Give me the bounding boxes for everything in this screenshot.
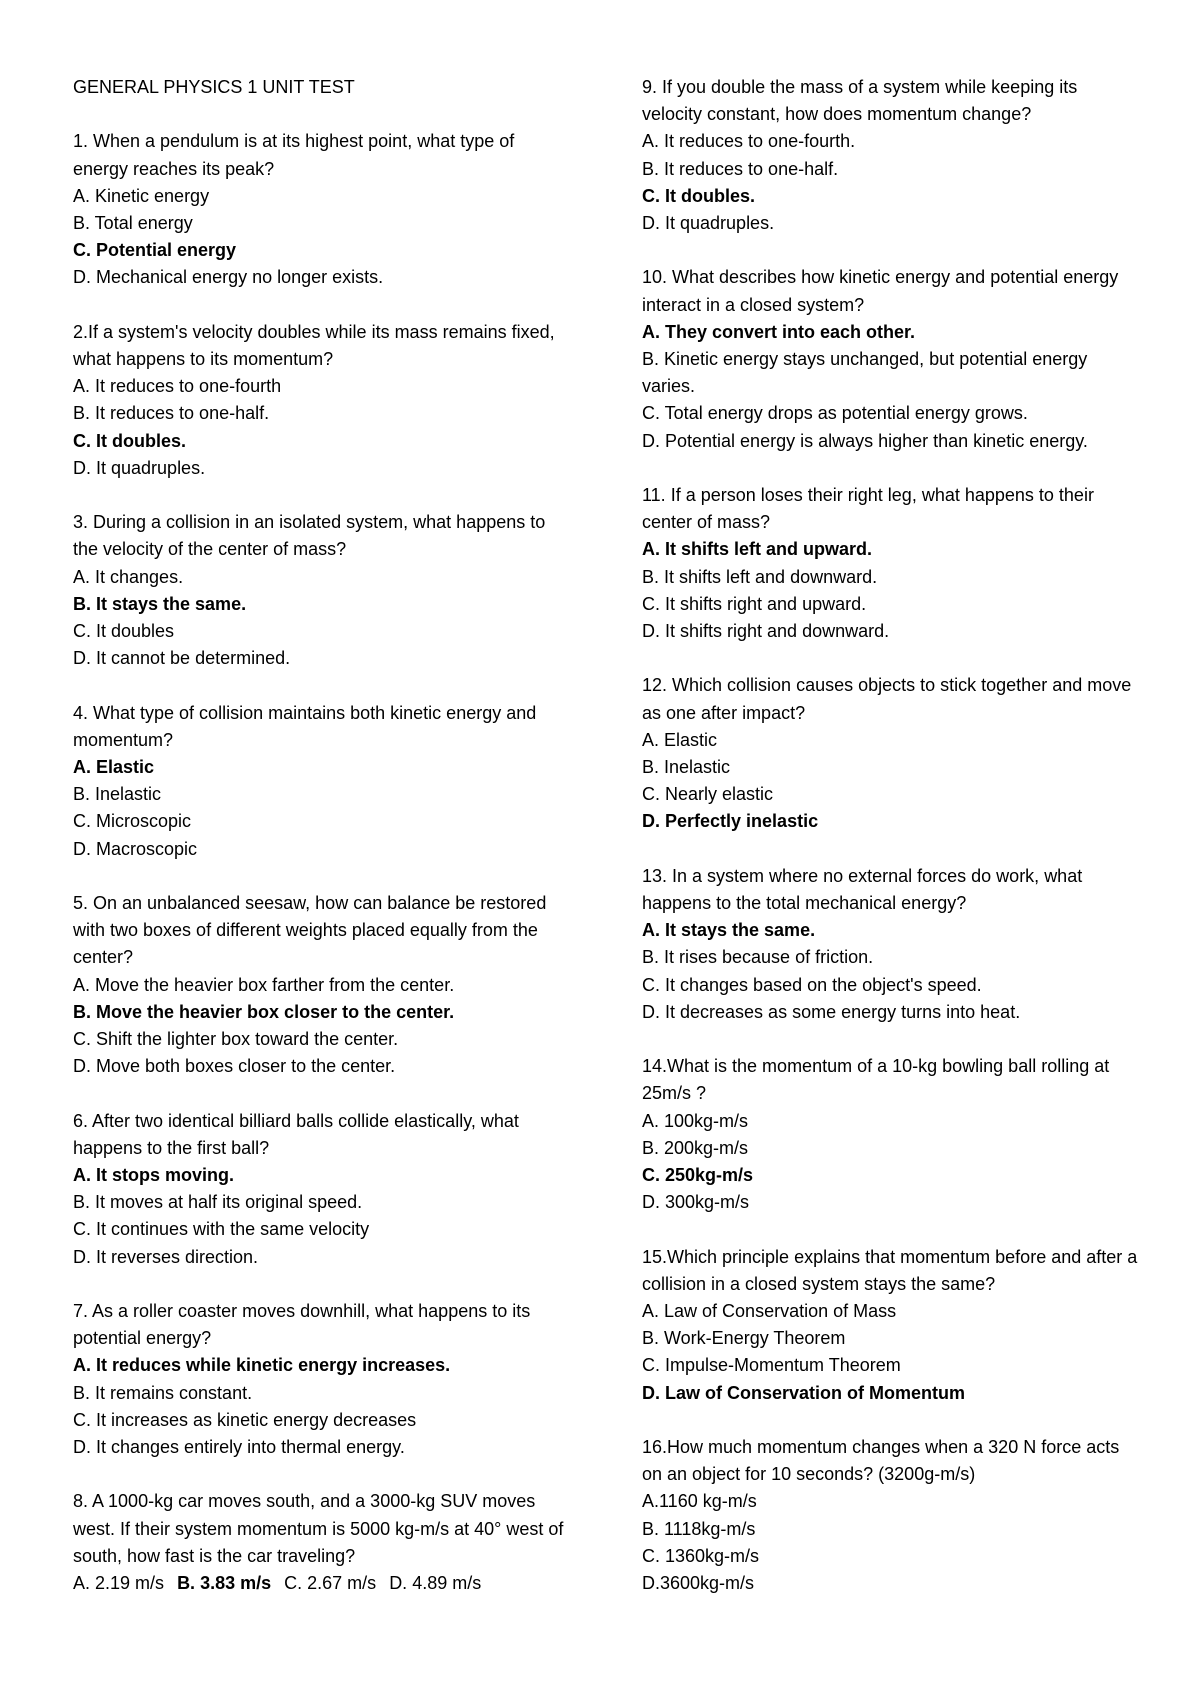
answer-option: C. It continues with the same velocity [73,1219,370,1240]
answer-option: B. It shifts left and downward. [642,566,878,587]
question-text: 3. During a collision in an isolated system, what happens to the velocity of the center of mass? [73,512,546,560]
question-text: 16.How much momentum changes when a 320 N force acts on an object for 10 seconds? (3200g-m/s) [642,1437,1120,1485]
answer-option-correct: D. Perfectly inelastic [642,811,819,832]
answer-option: A.1160 kg-m/s [642,1491,757,1512]
answer-option: B. It reduces to one-half. [73,403,270,424]
answer-option: D. It decreases as some energy turns into heat. [642,1001,1021,1022]
answer-option: A. Move the heavier box farther from the center. [73,974,455,995]
left-column [73,74,573,1624]
answer-option: B. It rises because of friction. [642,947,874,968]
answer-option: C. Total energy drops as potential energy grows. [642,403,1028,424]
right-column [642,74,1142,1624]
answer-option: D. 300kg-m/s [642,1192,750,1213]
question-block [642,1053,1142,1216]
question-block [642,74,1142,237]
question-text: 12. Which collision causes objects to stick together and move as one after impact? [642,675,1132,723]
answer-option: D. It shifts right and downward. [642,621,890,642]
answer-option: B. Kinetic energy stays unchanged, but potential energy varies. [642,349,1088,397]
page-title: GENERAL PHYSICS 1 UNIT TEST [73,77,355,97]
answer-option: D.3600kg-m/s [642,1573,755,1594]
left-question-list [73,128,573,1461]
question-text: 5. On an unbalanced seesaw, how can balance be restored with two boxes of different weights placed equally from the center? [73,893,547,968]
answer-option: D. It quadruples. [642,213,775,234]
answer-option: D. Potential energy is always higher than kinetic energy. [642,430,1088,451]
answer-option: A. Law of Conservation of Mass [642,1301,897,1322]
answer-option: A. Elastic [642,729,718,750]
answer-option-correct: A. It shifts left and upward. [642,539,873,560]
answer-option: A. It changes. [73,566,184,587]
question-8-option-c: C. 2.67 m/s [284,1573,377,1594]
answer-option: B. It reduces to one-half. [642,158,839,179]
answer-option: A. It reduces to one-fourth. [642,131,856,152]
answer-option: C. It increases as kinetic energy decreases [73,1409,417,1430]
question-block [73,1108,573,1271]
answer-option-correct: A. It stops moving. [73,1165,235,1186]
question-text: 11. If a person loses their right leg, what happens to their center of mass? [642,485,1094,533]
answer-option-correct: D. Law of Conservation of Momentum [642,1382,966,1403]
question-text: 9. If you double the mass of a system while keeping its velocity constant, how does momentum change? [642,77,1078,125]
answer-option: D. It quadruples. [73,457,206,478]
question-block [73,700,573,863]
answer-option-correct: C. It doubles. [73,430,187,451]
question-text: 13. In a system where no external forces do work, what happens to the total mechanical energy? [642,865,1083,914]
answer-option: B. 200kg-m/s [642,1137,749,1158]
answer-option: C. Shift the lighter box toward the center. [73,1029,399,1050]
answer-option: C. Impulse-Momentum Theorem [642,1355,901,1376]
answer-option: C. Microscopic [73,811,192,832]
answer-option-correct: B. It stays the same. [73,593,247,614]
question-block [642,1434,1142,1597]
question-8 [73,1488,573,1597]
question-block [73,1298,573,1461]
answer-option: D. It cannot be determined. [73,648,291,669]
question-block [642,1244,1142,1407]
question-text: 10. What describes how kinetic energy and potential energy interact in a closed system? [642,267,1119,315]
question-8-option-b: B. 3.83 m/s [177,1573,272,1594]
question-block [642,672,1142,835]
question-block [642,863,1142,1026]
answer-option: B. It moves at half its original speed. [73,1192,363,1213]
question-text: 1. When a pendulum is at its highest point, what type of energy reaches its peak? [73,131,515,179]
question-8-options [73,1570,573,1597]
answer-option-correct: C. It doubles. [642,185,756,206]
answer-option: B. Inelastic [642,757,731,778]
question-block [642,264,1142,454]
answer-option: B. Work-Energy Theorem [642,1328,846,1349]
answer-option-correct: C. Potential energy [73,240,237,261]
answer-option: B. 1118kg-m/s [642,1518,756,1539]
answer-option-correct: A. Elastic [73,757,155,778]
right-question-list [642,74,1142,1597]
answer-option-correct: A. It stays the same. [642,920,816,941]
answer-option-correct: A. They convert into each other. [642,321,916,342]
answer-option: C. It changes based on the object's speed. [642,974,982,995]
question-text: 15.Which principle explains that momentum before and after a collision in a closed system stays the same? [642,1246,1138,1294]
question-text: 2.If a system's velocity doubles while its mass remains fixed, what happens to its momentum? [73,321,555,369]
answer-option: B. Total energy [73,213,193,233]
answer-option: D. Mechanical energy no longer exists. [73,267,384,288]
question-8-text: 8. A 1000-kg car moves south, and a 3000-kg SUV moves west. If their system momentum is 5000 kg-m/s at 40° west of south, how fast is the car traveling? [73,1491,564,1566]
answer-option-correct: A. It reduces while kinetic energy increases. [73,1355,451,1376]
question-8-option-a: A. 2.19 m/s [73,1573,165,1594]
question-text: 7. As a roller coaster moves downhill, what happens to its potential energy? [73,1301,531,1349]
answer-option-correct: B. Move the heavier box closer to the center. [73,1001,455,1022]
answer-option-correct: C. 250kg-m/s [642,1165,754,1186]
question-text: 14.What is the momentum of a 10-kg bowling ball rolling at 25m/s ? [642,1056,1110,1104]
answer-option: A. It reduces to one-fourth [73,376,282,397]
question-block [73,319,573,482]
answer-option: C. It doubles [73,621,175,642]
question-text: 6. After two identical billiard balls collide elastically, what happens to the first ball? [73,1110,519,1158]
question-8-option-d: D. 4.89 m/s [389,1573,482,1594]
answer-option: C. It shifts right and upward. [642,593,867,614]
answer-option: B. It remains constant. [73,1382,253,1403]
answer-option: C. 1360kg-m/s [642,1545,760,1566]
question-block [73,890,573,1080]
question-text: 4. What type of collision maintains both kinetic energy and momentum? [73,702,537,750]
question-block [73,509,573,672]
answer-option: A. Kinetic energy [73,185,210,206]
answer-option: D. Macroscopic [73,838,198,859]
question-block [73,128,573,291]
answer-option: D. It changes entirely into thermal energy. [73,1437,405,1458]
answer-option: C. Nearly elastic [642,784,774,805]
answer-option: B. Inelastic [73,784,162,805]
answer-option: D. Move both boxes closer to the center. [73,1056,396,1077]
answer-option: D. It reverses direction. [73,1246,259,1267]
answer-option: A. 100kg-m/s [642,1110,749,1131]
question-block [642,482,1142,645]
